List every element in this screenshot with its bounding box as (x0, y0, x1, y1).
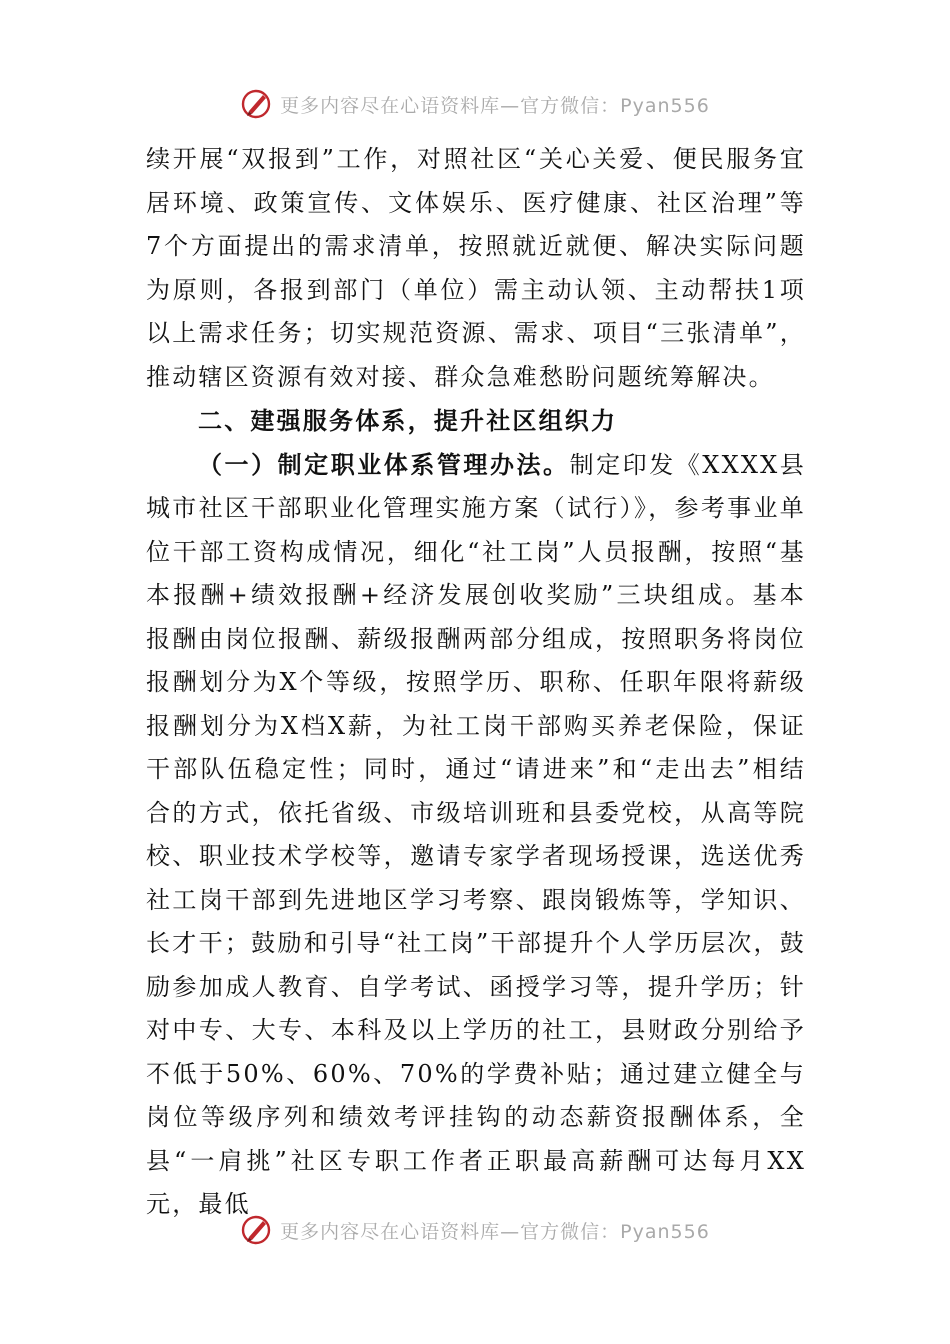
watermark-text: 更多内容尽在心语资料库—官方微信：Pyan556 (280, 1220, 710, 1243)
subsection-heading: （一）制定职业体系管理办法。 (198, 449, 570, 479)
watermark-footer (0, 1210, 950, 1250)
watermark-header (0, 84, 950, 124)
paragraph-section-1 (146, 443, 806, 1227)
paragraph-text: 制定印发《XXXX县城市社区干部职业化管理实施方案（试行）》，参考事业单位干部工资构成情况，细化“社工岗”人员报酬，按照“基本报酬+绩效报酬+经济发展创收奖励”三块组成。基本报酬由岗位报酬、薪级报酬两部分组成，按照职务将岗位报酬划分为X个等级，按照学历、职称、任职年限将薪级报酬划分为X档X薪，为社工岗干部购买养老保险，保证干部队伍稳定性；同时，通过“请进来”和“走出去”相结合的方式，依托省级、市级培训班和县委党校，从高等院校、职业技术学校等，邀请专家学者现场授课，选送优秀社工岗干部到先进地区学习考察、跟岗锻炼等，学知识、长才干；鼓励和引导“社工岗”干部提升个人学历层次，鼓励参加成人教育、自学考试、函授学习等，提升学历；针对中专、大专、本科及以上学历的社工，县财政分别给予不低于50%、60%、70%的学费补贴；通过建立健全与岗位等级序列和绩效考评挂钩的动态薪资报酬体系，全县“一肩挑”社区专职工作者正职最高薪酬可达每月XX元，最低 (146, 450, 806, 1218)
section-heading: 二、建强服务体系，提升社区组织力 (198, 406, 618, 435)
pen-logo-icon (240, 87, 274, 121)
pen-logo-icon (240, 1213, 274, 1247)
document-body (146, 138, 806, 1227)
paragraph-continued: 续开展“双报到”工作，对照社区“关心关爱、便民服务宜居环境、政策宣传、文体娱乐、医疗健康、社区治理”等7个方面提出的需求清单，按照就近就便、解决实际问题为原则，各报到部门（单位）需主动认领、主动帮扶1项以上需求任务；切实规范资源、需求、项目“三张清单”，推动辖区资源有效对接、群众急难愁盼问题统筹解决。 (146, 145, 806, 391)
watermark-text: 更多内容尽在心语资料库—官方微信：Pyan556 (280, 94, 710, 117)
